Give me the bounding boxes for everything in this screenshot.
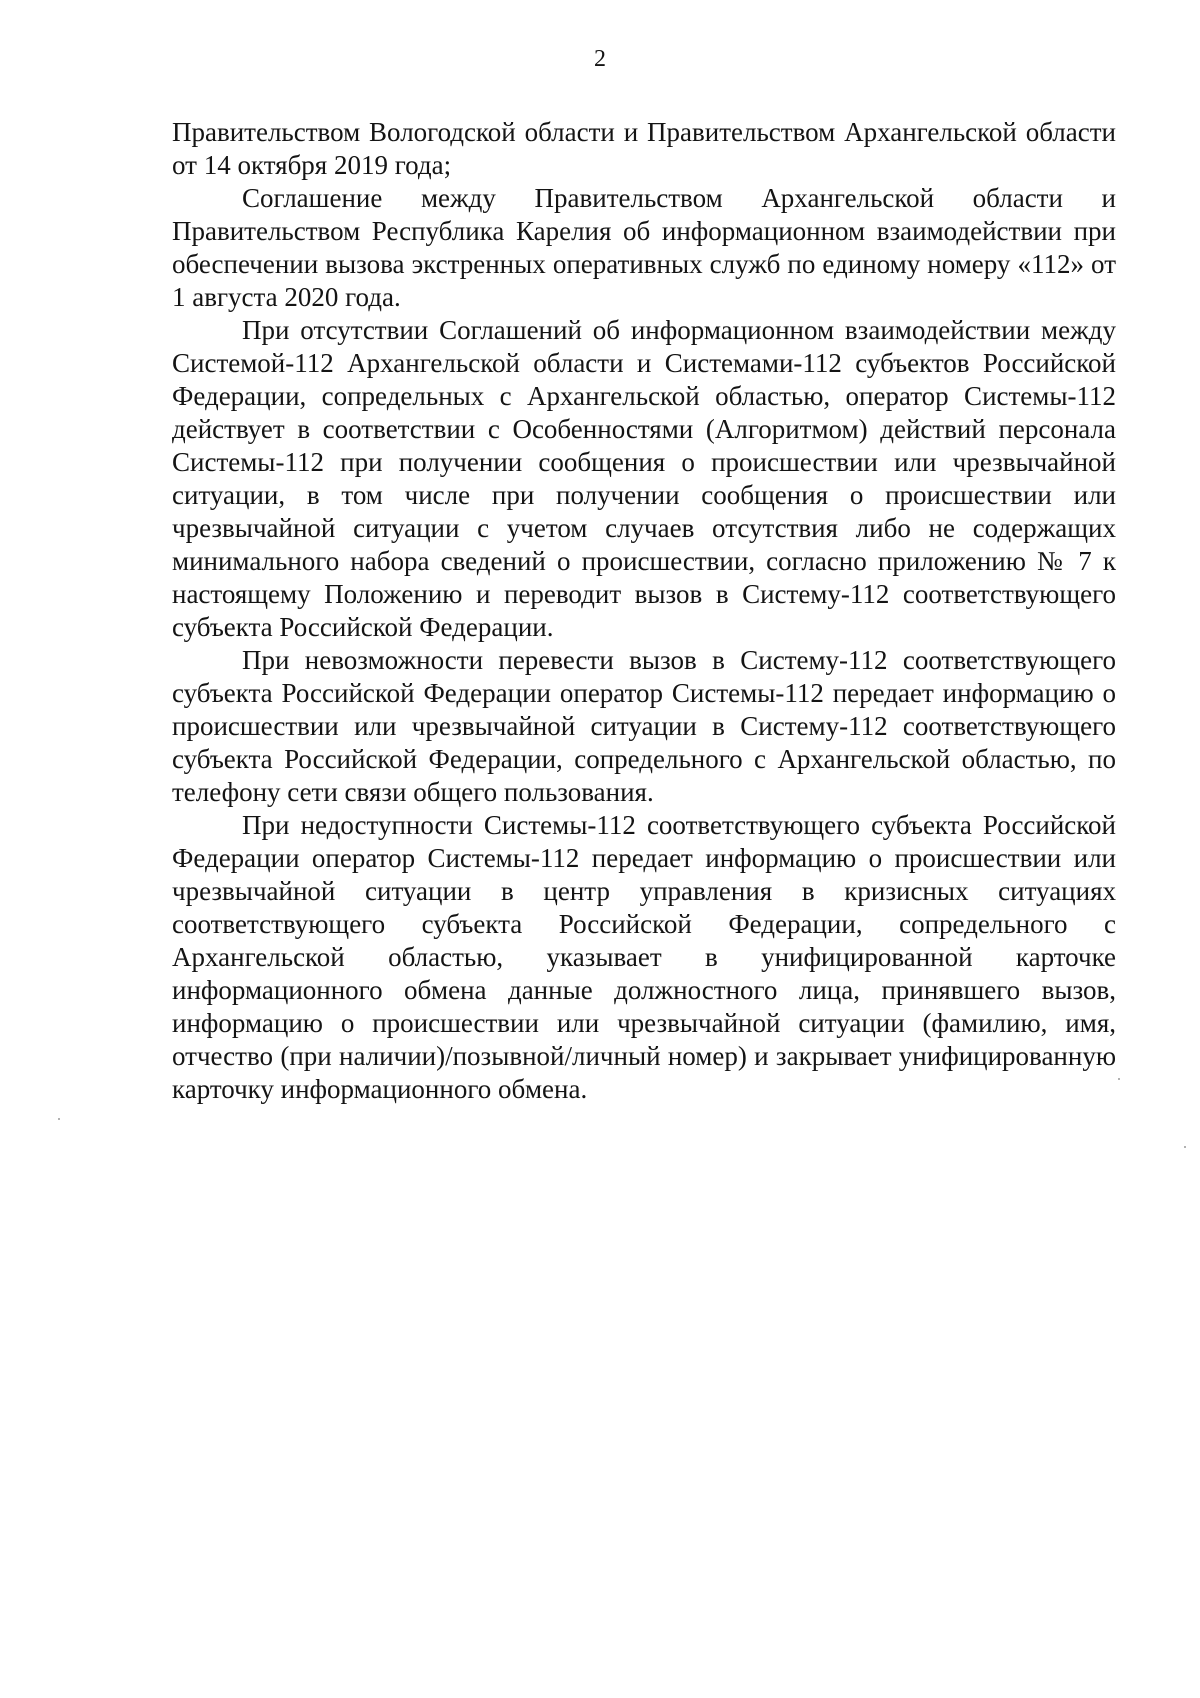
scan-speck [1118,1078,1120,1080]
paragraph-agreement-vologda-continuation: Правительством Вологодской области и Правительством Архангельской области от 14 октября 2019 года; [172,117,1116,180]
paragraph-system-unavailable: При недоступности Системы-112 соответствующего субъекта Российской Федерации оператор Системы-112 передает информацию о происшествии или чрезвычайной ситуации в центр управления в кризисных ситуациях соответствующего субъекта Российской Федерации, сопредельного с Архангельской областью, указывает в унифицированной карточке информационного обмена данные должностного лица, принявшего вызов, информацию о происшествии или чрезвычайной ситуации (фамилию, имя, отчество (при наличии)/позывной/личный номер) и закрывает унифицированную карточку информационного обмена. [172,810,1116,1104]
scan-speck [1184,1146,1186,1148]
page-number: 2 [594,46,606,72]
document-body [172,116,1116,1106]
paragraph-absence-of-agreements: При отсутствии Соглашений об информационном взаимодействии между Системой-112 Архангельской области и Системами-112 субъектов Российской Федерации, сопредельных с Архангельской областью, оператор Системы-112 действует в соответствии с Особенностями (Алгоритмом) действий персонала Системы-112 при получении сообщения о происшествии или чрезвычайной ситуации, в том числе при получении сообщения о происшествии или чрезвычайной ситуации с учетом случаев отсутствия либо не содержащих минимального набора сведений о происшествии, согласно приложению № 7 к настоящему Положению и переводит вызов в Систему-112 соответствующего субъекта Российской Федерации. [172,315,1116,642]
paragraph-agreement-karelia: Соглашение между Правительством Архангельской области и Правительством Республика Карелия об информационном взаимодействии при обеспечении вызова экстренных оперативных служб по единому номеру «112» от 1 августа 2020 года. [172,183,1116,312]
scan-speck [58,1118,60,1120]
paragraph-call-transfer-impossible: При невозможности перевести вызов в Систему-112 соответствующего субъекта Российской Федерации оператор Системы-112 передает информацию о происшествии или чрезвычайной ситуации в Систему-112 соответствующего субъекта Российской Федерации, сопредельного с Архангельской областью, по телефону сети связи общего пользования. [172,645,1116,807]
